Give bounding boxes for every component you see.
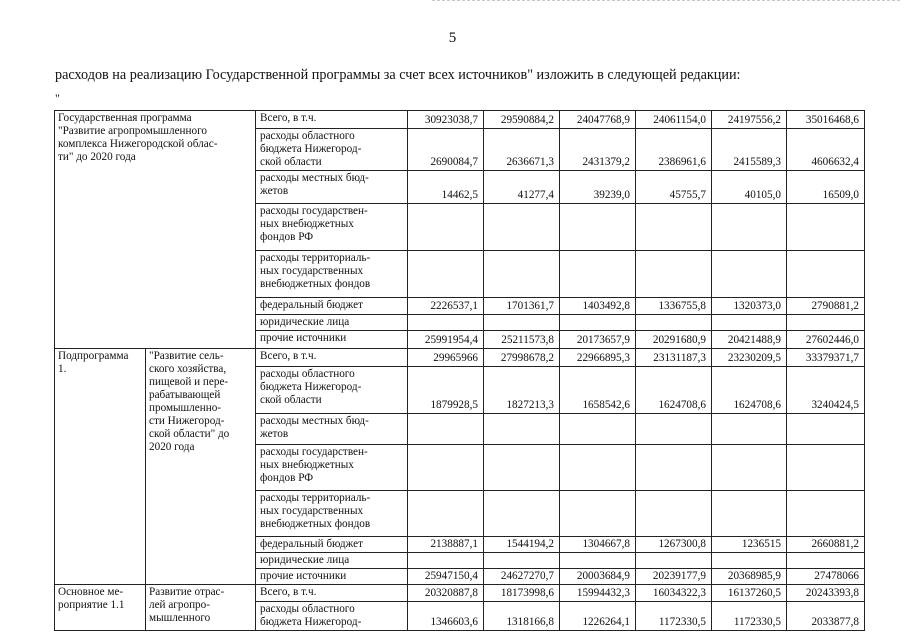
amount-cell	[408, 553, 484, 569]
amount-cell: 1879928,5	[408, 367, 484, 414]
amount-cell: 27478066	[787, 569, 865, 585]
funding-source-label: Всего, в т.ч.	[256, 111, 408, 129]
amount-cell	[560, 204, 636, 251]
amount-cell	[636, 553, 712, 569]
amount-cell: 24047768,9	[560, 111, 636, 129]
funding-source-label: расходы местных бюд- жетов	[256, 414, 408, 445]
page-number: 5	[448, 30, 457, 46]
amount-cell	[636, 315, 712, 331]
amount-cell: 20243393,8	[787, 585, 865, 602]
amount-cell: 4606632,4	[787, 129, 865, 171]
funding-source-label: расходы областного бюджета Нижегород- ской области	[256, 129, 408, 171]
amount-cell: 1226264,1	[560, 602, 636, 631]
amount-cell	[560, 553, 636, 569]
amount-cell: 1267300,8	[636, 537, 712, 553]
opening-quote: "	[55, 91, 60, 105]
amount-cell: 2431379,2	[560, 129, 636, 171]
amount-cell	[408, 414, 484, 445]
amount-cell: 1624708,6	[636, 367, 712, 414]
amount-cell: 1236515	[712, 537, 787, 553]
amount-cell: 1172330,5	[712, 602, 787, 631]
amount-cell: 2033877,8	[787, 602, 865, 631]
amount-cell	[636, 414, 712, 445]
funding-source-label: юридические лица	[256, 553, 408, 569]
amount-cell: 2415589,3	[712, 129, 787, 171]
amount-cell: 16137260,5	[712, 585, 787, 602]
amount-cell: 20003684,9	[560, 569, 636, 585]
funding-source-label: расходы областного бюджета Нижегород-	[256, 602, 408, 631]
funding-source-label: расходы территориаль- ных государственных внебюджетных фондов	[256, 251, 408, 298]
budget-table	[54, 110, 865, 631]
amount-cell: 24197556,2	[712, 111, 787, 129]
table-row	[55, 585, 865, 602]
main_activity-kind-cell: Основное ме- роприятие 1.1	[55, 585, 146, 631]
amount-cell: 16034322,3	[636, 585, 712, 602]
subprogram-name-cell: "Развитие сель- ского хозяйства, пищевой и пере- рабатывающей промышленно- сти Нижегород- ской области" до 2020 года	[146, 349, 256, 585]
amount-cell: 1318166,8	[484, 602, 560, 631]
amount-cell: 1320373,0	[712, 298, 787, 315]
amount-cell: 1346603,6	[408, 602, 484, 631]
amount-cell	[408, 251, 484, 298]
amount-cell: 15994432,3	[560, 585, 636, 602]
subprogram-kind-cell: Подпрограмма 1.	[55, 349, 146, 585]
amount-cell	[787, 251, 865, 298]
amount-cell	[636, 251, 712, 298]
amount-cell: 2226537,1	[408, 298, 484, 315]
amount-cell: 41277,4	[484, 171, 560, 204]
program-name-cell: Государственная программа "Развитие агропромышленного комплекса Нижегородской облас- ти" до 2020 года	[55, 111, 256, 349]
amount-cell	[787, 491, 865, 537]
amount-cell: 33379371,7	[787, 349, 865, 367]
funding-source-label: Всего, в т.ч.	[256, 349, 408, 367]
amount-cell	[484, 445, 560, 491]
amount-cell: 25991954,4	[408, 331, 484, 349]
amount-cell: 20239177,9	[636, 569, 712, 585]
amount-cell	[484, 491, 560, 537]
amount-cell	[408, 204, 484, 251]
amount-cell: 2636671,3	[484, 129, 560, 171]
amount-cell	[408, 315, 484, 331]
amount-cell: 20173657,9	[560, 331, 636, 349]
amount-cell	[712, 315, 787, 331]
table-row	[55, 349, 865, 367]
funding-source-label: расходы государствен- ных внебюджетных фондов РФ	[256, 204, 408, 251]
amount-cell	[712, 414, 787, 445]
funding-source-label: прочие источники	[256, 331, 408, 349]
amount-cell: 20291680,9	[636, 331, 712, 349]
amount-cell	[484, 315, 560, 331]
amount-cell	[484, 251, 560, 298]
amount-cell: 3240424,5	[787, 367, 865, 414]
funding-source-label: расходы территориаль- ных государственных внебюджетных фондов	[256, 491, 408, 537]
amount-cell	[560, 315, 636, 331]
amount-cell: 1701361,7	[484, 298, 560, 315]
top-edge-line	[432, 0, 900, 1]
main_activity-name-cell: Развитие отрас- лей агропро- мышленного	[146, 585, 256, 631]
amount-cell: 1336755,8	[636, 298, 712, 315]
amount-cell	[636, 491, 712, 537]
amount-cell: 1624708,6	[712, 367, 787, 414]
amount-cell: 1658542,6	[560, 367, 636, 414]
amount-cell	[636, 445, 712, 491]
funding-source-label: юридические лица	[256, 315, 408, 331]
amount-cell: 40105,0	[712, 171, 787, 204]
amount-cell	[787, 315, 865, 331]
amount-cell	[560, 491, 636, 537]
amount-cell: 39239,0	[560, 171, 636, 204]
amount-cell	[636, 204, 712, 251]
amount-cell: 14462,5	[408, 171, 484, 204]
amount-cell: 24061154,0	[636, 111, 712, 129]
amount-cell: 1544194,2	[484, 537, 560, 553]
amount-cell	[712, 445, 787, 491]
amount-cell	[560, 251, 636, 298]
amount-cell	[484, 204, 560, 251]
amount-cell	[408, 491, 484, 537]
funding-source-label: расходы государствен- ных внебюджетных фондов РФ	[256, 445, 408, 491]
amount-cell: 1827213,3	[484, 367, 560, 414]
funding-source-label: прочие источники	[256, 569, 408, 585]
amount-cell: 24627270,7	[484, 569, 560, 585]
amount-cell	[560, 414, 636, 445]
amount-cell: 20320887,8	[408, 585, 484, 602]
table-row	[55, 111, 865, 129]
amount-cell: 1304667,8	[560, 537, 636, 553]
funding-source-label: федеральный бюджет	[256, 298, 408, 315]
amount-cell: 30923038,7	[408, 111, 484, 129]
amount-cell	[787, 414, 865, 445]
amount-cell: 25211573,8	[484, 331, 560, 349]
funding-source-label: расходы местных бюд- жетов	[256, 171, 408, 204]
funding-source-label: федеральный бюджет	[256, 537, 408, 553]
amount-cell	[712, 251, 787, 298]
amount-cell: 20421488,9	[712, 331, 787, 349]
amount-cell: 1172330,5	[636, 602, 712, 631]
amount-cell: 2386961,6	[636, 129, 712, 171]
intro-text: расходов на реализацию Государственной программы за счет всех источников" изложить в следующей редакции:	[55, 67, 741, 83]
amount-cell: 23230209,5	[712, 349, 787, 367]
amount-cell: 2790881,2	[787, 298, 865, 315]
amount-cell: 29965966	[408, 349, 484, 367]
amount-cell: 45755,7	[636, 171, 712, 204]
amount-cell	[787, 204, 865, 251]
funding-source-label: расходы областного бюджета Нижегород- ской области	[256, 367, 408, 414]
amount-cell	[408, 445, 484, 491]
amount-cell: 35016468,6	[787, 111, 865, 129]
amount-cell: 27602446,0	[787, 331, 865, 349]
amount-cell: 18173998,6	[484, 585, 560, 602]
amount-cell: 2138887,1	[408, 537, 484, 553]
amount-cell	[484, 553, 560, 569]
amount-cell	[712, 204, 787, 251]
amount-cell	[787, 553, 865, 569]
amount-cell: 27998678,2	[484, 349, 560, 367]
amount-cell: 16509,0	[787, 171, 865, 204]
amount-cell	[787, 445, 865, 491]
amount-cell: 23131187,3	[636, 349, 712, 367]
funding-source-label: Всего, в т.ч.	[256, 585, 408, 602]
amount-cell: 1403492,8	[560, 298, 636, 315]
amount-cell	[484, 414, 560, 445]
amount-cell: 20368985,9	[712, 569, 787, 585]
amount-cell: 29590884,2	[484, 111, 560, 129]
amount-cell	[712, 491, 787, 537]
amount-cell: 25947150,4	[408, 569, 484, 585]
amount-cell	[560, 445, 636, 491]
amount-cell: 2660881,2	[787, 537, 865, 553]
amount-cell: 2690084,7	[408, 129, 484, 171]
amount-cell: 22966895,3	[560, 349, 636, 367]
amount-cell	[712, 553, 787, 569]
